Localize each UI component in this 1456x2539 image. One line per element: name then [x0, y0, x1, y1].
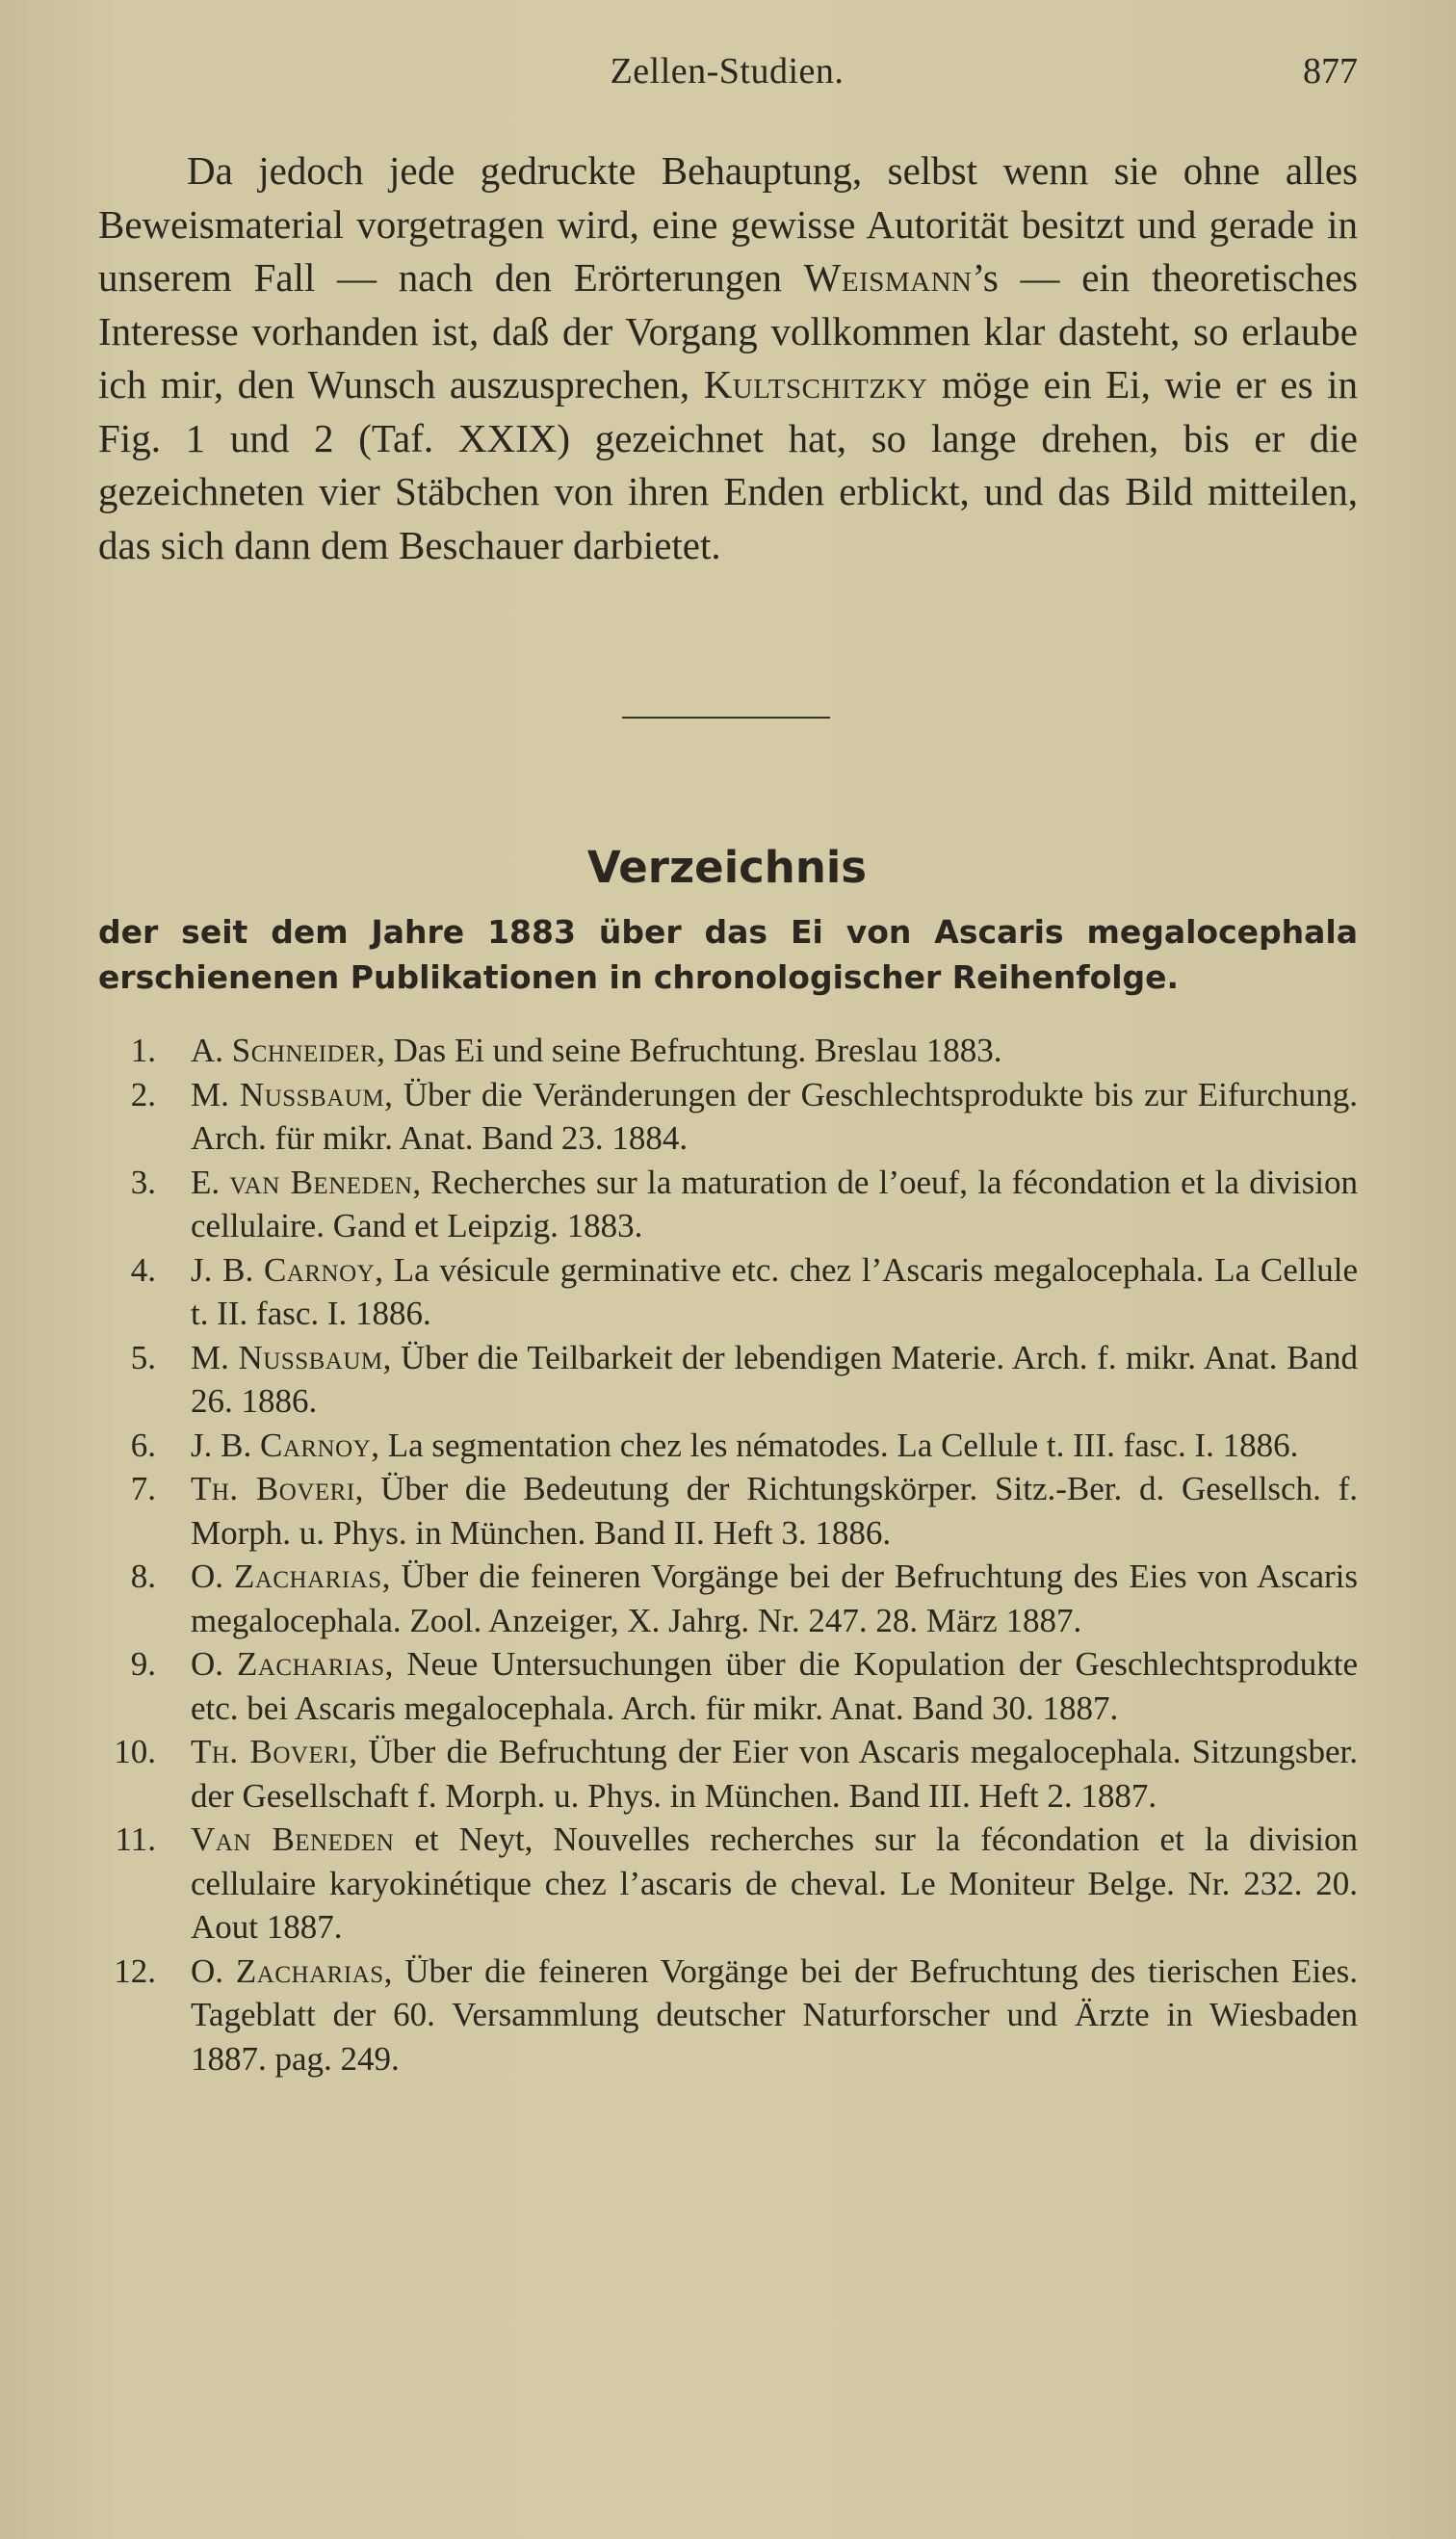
author-name-weismann: Weismann	[803, 255, 973, 300]
reference-number: 4.	[130, 1250, 156, 1289]
reference-author: Nussbaum	[239, 1075, 385, 1113]
reference-item	[96, 1073, 1358, 1161]
reference-text: , Über die Veränderungen der Geschlechtsprodukte bis zur Eifurchung. Arch. für mikr. Anat. Band 23. 1884.	[191, 1075, 1358, 1157]
reference-text: , La vésicule germinative etc. chez l’Ascaris megalocephala. La Cellule t. II. fasc. I. 1886.	[191, 1250, 1358, 1332]
reference-initials: J. B.	[191, 1250, 264, 1289]
reference-author: Zacharias	[233, 1557, 382, 1595]
reference-text: , Neue Untersuchungen über die Kopulation der Geschlechtsprodukte etc. bei Ascaris megalocephala. Arch. für mikr. Anat. Band 30. 1887.	[191, 1645, 1358, 1727]
reference-initials: M.	[191, 1075, 240, 1113]
reference-text: , Über die feineren Vorgänge bei der Befruchtung des tierischen Eies. Tageblatt der 60. Versammlung deutscher Naturforscher und Ärzte in Wiesbaden 1887. pag. 249.	[191, 1951, 1358, 2078]
reference-item	[96, 1336, 1358, 1424]
paragraph-text: ’s — ein theoretisches Interesse vorhanden ist, daß der Vorgang vollkommen klar dasteht, so erlaube ich mir, den Wunsch auszusprechen,	[98, 255, 1359, 406]
reference-text: , La segmentation chez les nématodes. La Cellule t. III. fasc. I. 1886.	[371, 1426, 1299, 1464]
reference-author: Zacharias	[235, 1951, 384, 1990]
reference-initials: M.	[191, 1338, 239, 1376]
section-divider	[622, 717, 830, 719]
reference-text: , Das Ei und seine Befruchtung. Breslau 1883.	[377, 1032, 1002, 1069]
reference-author: Th. Boveri	[191, 1733, 350, 1770]
reference-item	[96, 1029, 1358, 1073]
running-title: Zellen-Studien.	[610, 51, 845, 92]
reference-item	[96, 1950, 1358, 2081]
reference-number: 3.	[130, 1163, 156, 1201]
reference-author: Nussbaum	[238, 1338, 383, 1376]
reference-number: 6.	[130, 1426, 156, 1464]
reference-number: 1.	[130, 1032, 156, 1069]
reference-text: , Über die feineren Vorgänge bei der Befruchtung des Eies von Ascaris megalocephala. Zool. Anzeiger, X. Jahrg. Nr. 247. 28. März 1887.	[191, 1557, 1358, 1639]
reference-list	[96, 1029, 1358, 2081]
body-paragraph	[98, 144, 1358, 572]
reference-number: 9.	[130, 1645, 156, 1683]
reference-initials: E.	[191, 1163, 230, 1201]
reference-number: 12.	[114, 1951, 156, 1990]
page-number: 877	[1303, 51, 1358, 92]
section-subtitle: der seit dem Jahre 1883 über das Ei von Ascaris megalocephala erschienenen Publikationen in chronologischer Reihenfolge.	[98, 913, 1358, 996]
reference-author: Carnoy	[263, 1250, 376, 1289]
reference-item	[96, 1248, 1358, 1336]
reference-author: Th. Boveri	[191, 1470, 355, 1507]
reference-initials: A.	[191, 1032, 232, 1069]
reference-item	[96, 1555, 1358, 1642]
reference-number: 5.	[130, 1338, 156, 1376]
reference-number: 7.	[130, 1470, 156, 1507]
reference-item	[96, 1730, 1358, 1818]
reference-item	[96, 1424, 1358, 1468]
reference-text: , Recherches sur la maturation de l’oeuf, la fécondation et la division cellulaire. Gand et Leipzig. 1883.	[191, 1163, 1358, 1244]
reference-item	[96, 1161, 1358, 1248]
reference-item	[96, 1467, 1358, 1555]
reference-number: 10.	[114, 1733, 156, 1770]
reference-text: et Neyt, Nouvelles recherches sur la fécondation et la division cellulaire karyokinétique chez l’ascaris de cheval. Le Moniteur Belge. Nr. 232. 20. Aout 1887.	[191, 1820, 1358, 1946]
author-name-kultschitzky: Kultschitzky	[703, 362, 928, 406]
reference-number: 8.	[130, 1557, 156, 1595]
reference-text: , Über die Teilbarkeit der lebendigen Materie. Arch. f. mikr. Anat. Band 26. 1886.	[191, 1338, 1358, 1420]
reference-number: 11.	[115, 1820, 156, 1858]
reference-author: Van Beneden	[191, 1820, 395, 1858]
reference-author: Schneider	[231, 1032, 377, 1069]
paragraph-text: Da jedoch jede gedruckte Behauptung, selbst wenn sie ohne alles Beweismaterial vorgetragen wird, eine gewisse Autorität besitzt und gerade in unserem Fall — nach den Erörterungen	[98, 148, 1358, 300]
reference-author: Zacharias	[236, 1645, 385, 1683]
running-header	[96, 50, 1358, 104]
reference-initials: O.	[191, 1951, 236, 1990]
section-title: Verzeichnis	[586, 842, 868, 893]
reference-number: 2.	[130, 1075, 156, 1113]
paragraph-text: möge ein Ei, wie er es in Fig. 1 und 2 (Taf. XXIX) gezeichnet hat, so lange drehen, bis er die gezeichneten vier Stäbchen von ihren Enden erblickt, und das Bild mitteilen, das sich dann dem Beschauer darbietet.	[98, 362, 1358, 567]
reference-initials: O.	[191, 1557, 234, 1595]
reference-item	[96, 1818, 1358, 1950]
reference-item	[96, 1642, 1358, 1730]
reference-initials: J. B.	[191, 1426, 260, 1464]
reference-initials: O.	[191, 1645, 237, 1683]
reference-text: , Über die Befruchtung der Eier von Ascaris megalocephala. Sitzungsber. der Gesellschaft f. Morph. u. Phys. in München. Band III. Heft 2. 1887.	[191, 1733, 1358, 1815]
reference-text: , Über die Bedeutung der Richtungskörper. Sitz.-Ber. d. Gesellsch. f. Morph. u. Phys. in München. Band II. Heft 3. 1886.	[191, 1470, 1358, 1552]
reference-author: Carnoy	[259, 1426, 372, 1464]
reference-author: van Beneden	[229, 1163, 413, 1201]
